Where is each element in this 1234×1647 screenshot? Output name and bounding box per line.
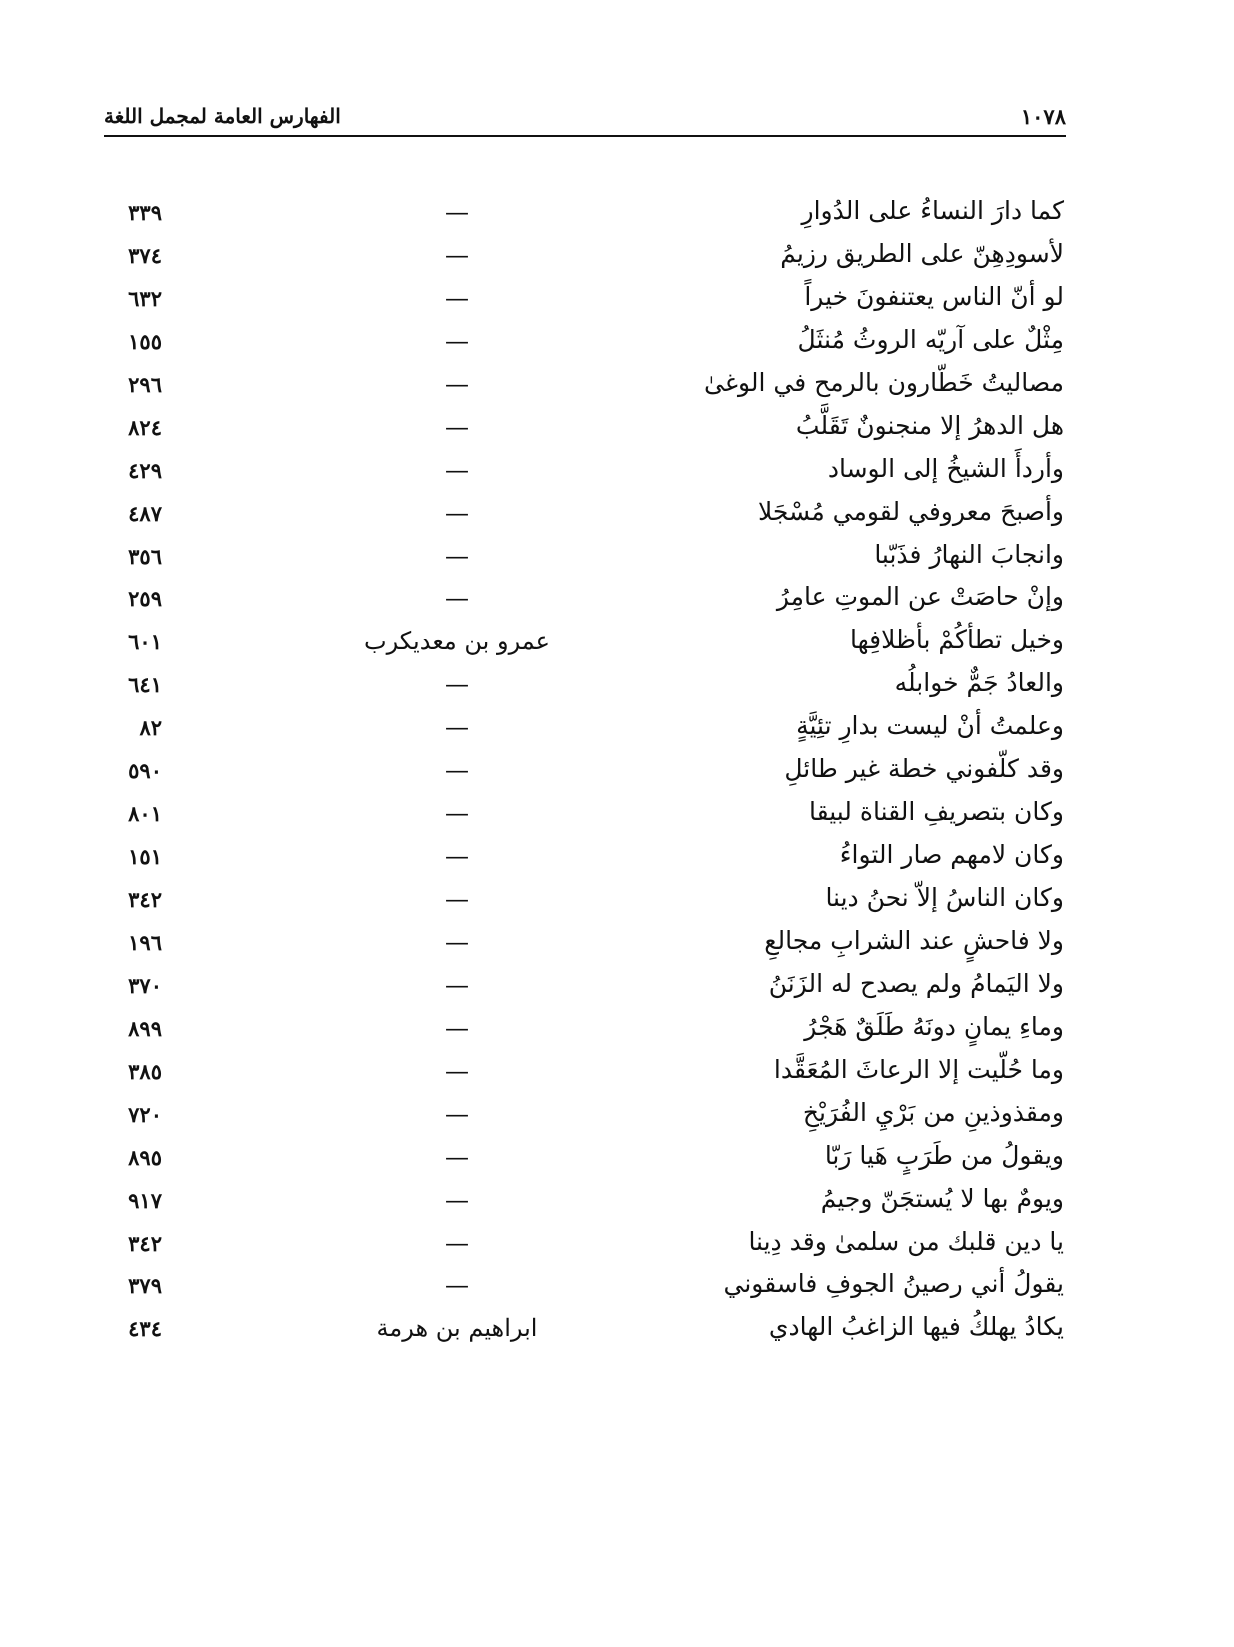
verse-text: وخيل تطأكُمْ بأظلافِها [849,625,1064,655]
page-reference: ٤٢٩ [128,457,162,483]
index-row [104,795,1066,838]
page-reference: ٥٩٠ [128,758,162,784]
poet-name: ابراهيم بن هرمة [376,1314,538,1343]
page-reference: ٣٤٢ [128,887,162,912]
verse-text: هل الدهرُ إلا منجنونٌ تَقَلَّبُ [795,410,1064,440]
poet-name: — [445,1271,469,1300]
page-reference: ٣٧٤ [128,242,162,268]
page-reference: ٢٩٦ [128,371,162,397]
page-reference: ٨٢٤ [128,414,162,440]
poet-name: — [445,541,469,570]
index-row [104,237,1066,280]
index-row [104,409,1066,452]
index-row [104,623,1066,666]
index-row [104,1053,1066,1096]
index-row [104,666,1066,709]
page-reference: ٨٩٥ [128,1144,162,1170]
index-row [104,538,1066,581]
page-reference: ٣٥٦ [128,543,162,569]
poet-name: — [445,498,469,527]
running-head [104,100,1066,134]
poet-name: — [445,1099,469,1128]
verse-text: لو أنّ الناس يعتنفونَ خيراً [804,281,1064,311]
index-row [104,881,1066,924]
verse-text: وكان لامهم صار التواءُ [839,840,1064,870]
poet-name: — [445,369,469,398]
index-row [104,1267,1066,1310]
index-row [104,838,1066,881]
verse-text: لأسودِهِنّ على الطريق رزيمُ [780,238,1064,268]
page-reference: ٣٣٩ [128,200,162,225]
poet-name: — [445,799,469,828]
index-row [104,1010,1066,1053]
verse-text: وأصبحَ معروفي لقومي مُسْجَلا [757,496,1064,526]
verse-text: يقولُ أني رصينُ الجوفِ فاسقوني [723,1269,1064,1299]
index-row [104,752,1066,795]
index-row [104,366,1066,409]
poet-name: — [445,1228,469,1257]
poet-name: — [445,885,469,913]
poet-name: عمرو بن معديكرب [363,627,551,656]
poet-name: — [445,412,469,441]
verse-index-table [104,194,1066,1353]
verse-text: والعادُ جَمٌّ خوابلُه [894,668,1064,698]
verse-text: يكادُ يهلكُ فيها الزاغبُ الهادي [768,1312,1064,1342]
page-reference: ٨٢ [139,715,162,741]
index-row [104,1096,1066,1139]
index-row [104,1182,1066,1225]
page-reference: ٣٧٩ [128,1273,162,1299]
index-row [104,1139,1066,1182]
verse-text: مِثْلٌ على آريّه الروثُ مُنثَلُ [797,324,1064,354]
page-reference: ٩١٧ [128,1187,162,1213]
poet-name: — [445,240,469,269]
page-reference: ٦٣٢ [128,285,162,311]
page-reference: ٣٤٢ [128,1230,162,1256]
poet-name: — [445,584,469,613]
verse-text: ومقذوذينِ من بَرْيِ الفُرَيْخِ [802,1097,1064,1127]
verse-text: وكان الناسُ إلاّ نحنُ دينا [825,883,1064,912]
index-row [104,1225,1066,1268]
index-row [104,323,1066,366]
poet-name: — [445,713,469,742]
header-rule [104,135,1066,137]
page-reference: ٦٠١ [128,629,162,655]
poet-name: — [445,842,469,871]
verse-text: وانجابَ النهارُ فذَبّبا [874,539,1064,569]
verse-text: ولا اليَمامُ ولم يصدح له الزَنَنُ [768,968,1064,998]
index-row [104,452,1066,495]
verse-text: وعلمتُ أنْ ليست بدارِ تئِيَّةٍ [796,711,1064,741]
page-reference: ٣٧٠ [128,972,162,998]
verse-text: وما حُلّيت إلا الرعاثَ المُعَقَّدا [773,1054,1064,1084]
verse-text: كما دارَ النساءُ على الدُوارِ [801,196,1064,225]
verse-text: وكان بتصريفِ القناة لبيقا [808,797,1064,827]
page-reference: ٨٩٩ [128,1015,162,1041]
page-reference: ٦٤١ [128,672,162,698]
verse-text: وأردأَ الشيخُ إلى الوساد [827,453,1064,483]
index-row [104,709,1066,752]
page-reference: ٨٠١ [128,801,162,827]
page-reference: ٣٨٥ [128,1058,162,1084]
book-title: الفهارس العامة لمجمل اللغة [104,104,341,128]
poet-name: — [445,1056,469,1085]
poet-name: — [445,1142,469,1171]
index-row [104,580,1066,623]
page-reference: ٤٨٧ [128,500,162,526]
verse-text: وقد كلّفوني خطة غير طائلِ [784,754,1064,784]
poet-name: — [445,670,469,699]
verse-text: وإنْ حاصَتْ عن الموتِ عامِرُ [776,582,1064,612]
poet-name: — [445,1185,469,1214]
index-row [104,280,1066,323]
poet-name: — [445,198,469,226]
index-row [104,924,1066,967]
poet-name: — [445,283,469,312]
poet-name: — [445,970,469,999]
page-number: ١٠٧٨ [1020,104,1066,129]
verse-text: ويومٌ بها لا يُستجَنّ وجيمُ [820,1183,1064,1213]
poet-name: — [445,1013,469,1042]
index-row [104,1310,1066,1353]
verse-text: يا دين قلبك من سلمىٰ وقد دِينا [748,1226,1064,1256]
index-row [104,967,1066,1010]
page-reference: ٤٣٤ [128,1316,162,1342]
page-reference: ٧٢٠ [128,1101,162,1127]
index-row [104,194,1066,237]
page-reference: ٢٥٩ [128,586,162,612]
verse-text: ويقولُ من طَرَبٍ هَيا رَبّا [824,1140,1064,1170]
verse-text: مصاليتُ خَطّارون بالرمح في الوغىٰ [704,367,1064,397]
poet-name: — [445,455,469,484]
poet-name: — [445,756,469,785]
page-reference: ١٥١ [128,844,162,870]
index-row [104,495,1066,538]
page-reference: ١٩٦ [128,929,162,955]
verse-text: وماءِ يمانٍ دونَهُ طَلَقٌ هَجْرُ [804,1011,1064,1041]
poet-name: — [445,927,469,956]
poet-name: — [445,326,469,355]
verse-text: ولا فاحشٍ عند الشرابِ مجالعِ [764,925,1064,955]
page-reference: ١٥٥ [128,328,162,354]
